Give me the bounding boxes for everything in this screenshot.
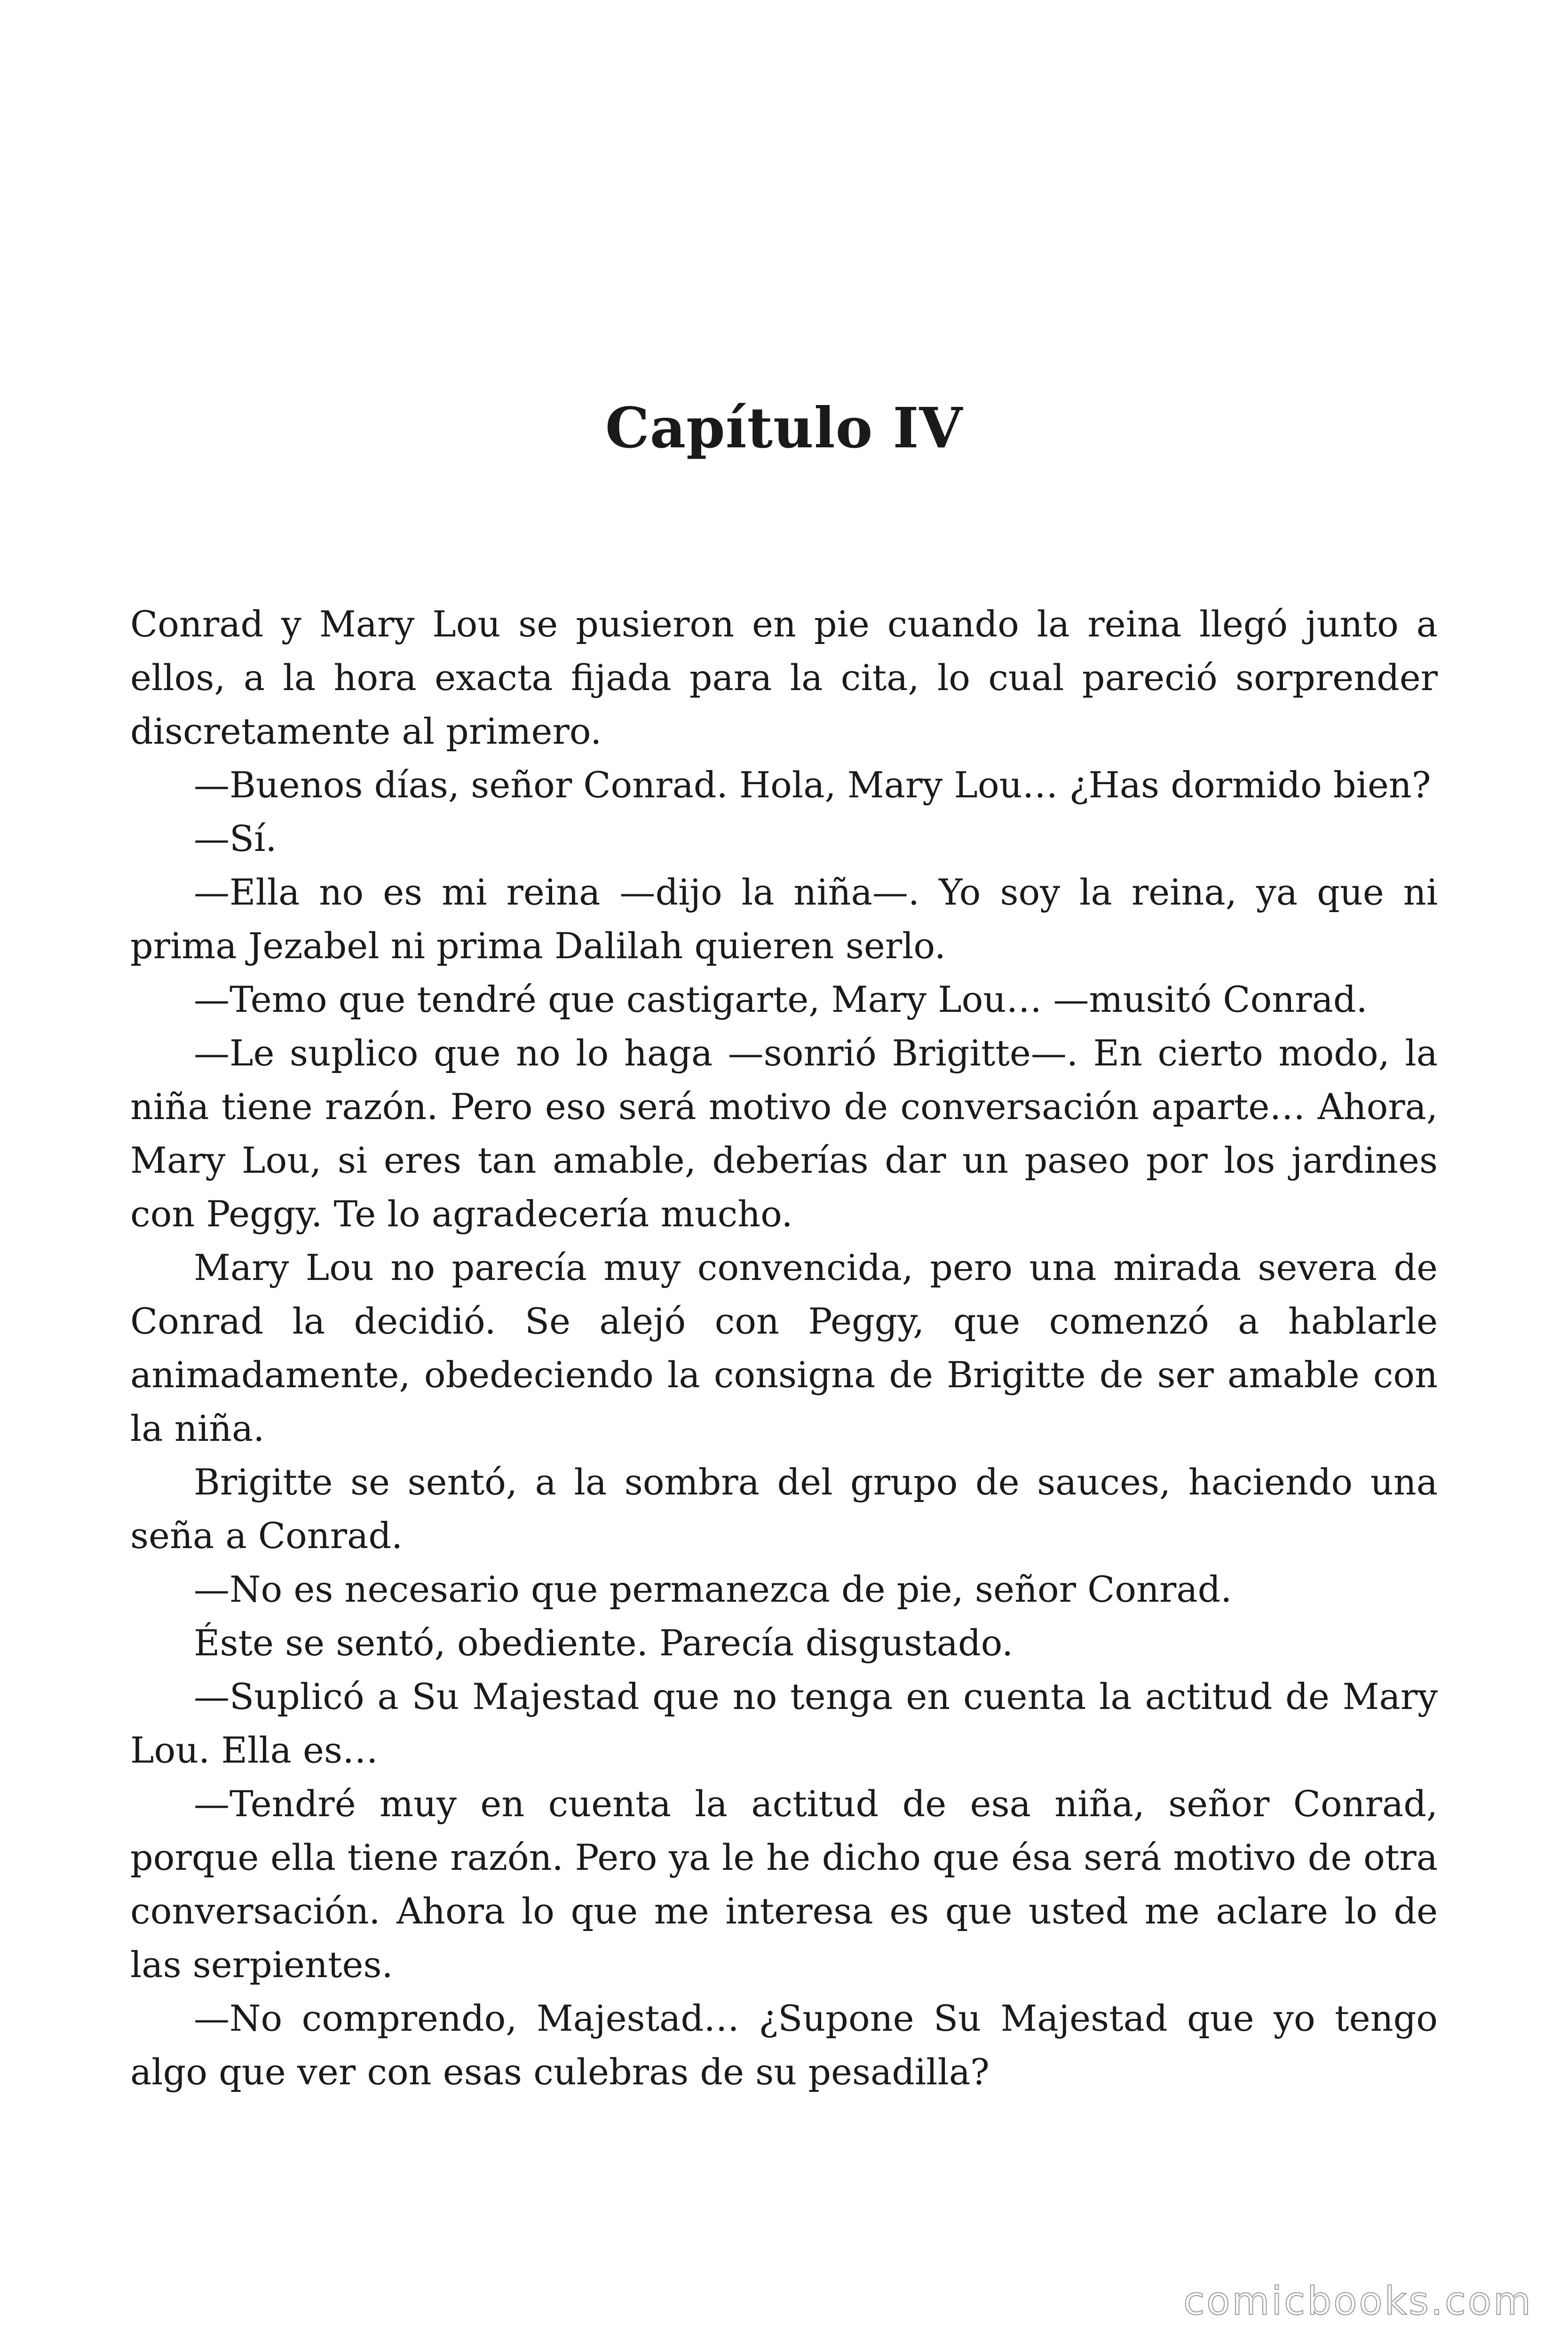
paragraph: Conrad y Mary Lou se pusieron en pie cuando la reina llegó junto a ellos, a la hora exacta fijada para la cita, lo cual pareció sorprender discretamente al primero. bbox=[130, 603, 1438, 752]
paragraph: —Suplicó a Su Majestad que no tenga en cuenta la actitud de Mary Lou. Ella es… bbox=[130, 1676, 1438, 1771]
paragraph: —No comprendo, Majestad… ¿Supone Su Majestad que yo tengo algo que ver con esas culebras de su pesadilla? bbox=[130, 1997, 1438, 2093]
paragraph: —Temo que tendré que castigarte, Mary Lou… —musitó Conrad. bbox=[194, 978, 1368, 1020]
paragraph: Éste se sentó, obediente. Parecía disgustado. bbox=[194, 1622, 1014, 1664]
paragraph: —Ella no es mi reina —dijo la niña—. Yo soy la reina, ya que ni prima Jezabel ni prima Dalilah quieren serlo. bbox=[130, 871, 1438, 967]
paragraph: —Buenos días, señor Conrad. Hola, Mary Lou… ¿Has dormido bien? bbox=[194, 764, 1431, 806]
paragraph: —No es necesario que permanezca de pie, señor Conrad. bbox=[194, 1568, 1232, 1610]
watermark-text: comicbooks.com bbox=[1183, 2279, 1533, 2324]
chapter-body bbox=[130, 597, 1438, 2099]
paragraph: Brigitte se sentó, a la sombra del grupo de sauces, haciendo una seña a Conrad. bbox=[130, 1461, 1438, 1557]
paragraph: —Sí. bbox=[194, 818, 277, 859]
chapter-title: Capítulo IV bbox=[605, 395, 963, 461]
paragraph: —Le suplico que no lo haga —sonrió Brigitte—. En cierto modo, la niña tiene razón. Pero eso será motivo de conversación aparte… Ahora, Mary Lou, si eres tan amable, deberías dar un paseo por los jardines con Peggy. Te lo agradecería mucho. bbox=[130, 1032, 1438, 1235]
paragraph: Mary Lou no parecía muy convencida, pero una mirada severa de Conrad la decidió. Se alejó con Peggy, que comenzó a hablarle animadamente, obedeciendo la consigna de Brigitte de ser amable con la niña. bbox=[130, 1247, 1438, 1449]
paragraph: —Tendré muy en cuenta la actitud de esa niña, señor Conrad, porque ella tiene razón. Pero ya le he dicho que ésa será motivo de otra conversación. Ahora lo que me interesa es que usted me aclare lo de las serpientes. bbox=[130, 1783, 1438, 1986]
